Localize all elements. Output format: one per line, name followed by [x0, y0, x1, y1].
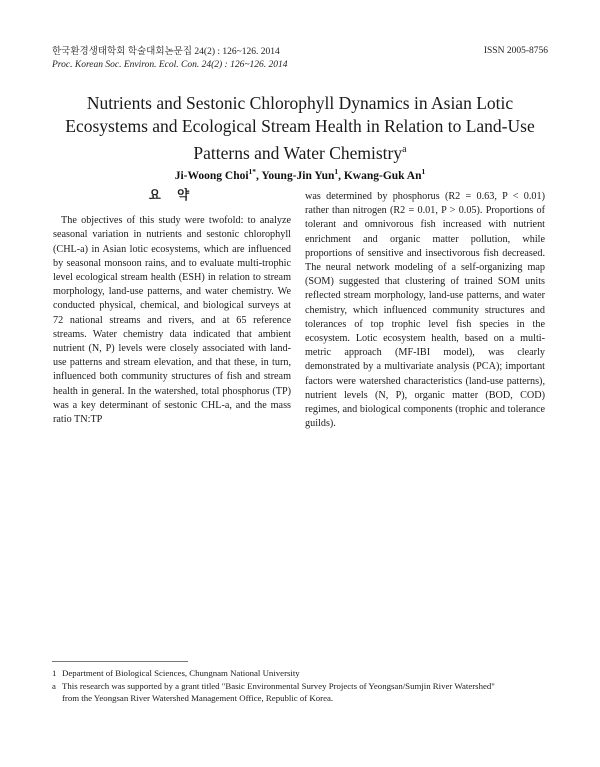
journal-header: [52, 46, 287, 72]
footnotes: [52, 667, 552, 705]
journal-citation-english: Proc. Korean Soc. Environ. Ecol. Con. 24(2) : 126~126. 2014: [52, 60, 288, 70]
paper-title-text: Nutrients and Sestonic Chlorophyll Dynamics in Asian Lotic Ecosystems and Ecological Stream Health in Relation to Land-Use Patterns and Water Chemistry: [65, 93, 535, 163]
issn: ISSN 2005-8756: [483, 46, 548, 56]
author-affiliation-mark: 1: [421, 167, 426, 176]
title-footnote-mark: a: [402, 144, 407, 155]
abstract-paragraph-right: was determined by phosphorus (R2 = 0.63, P < 0.01) rather than nitrogen (R2 = 0.01, P > 0.05). Proportions of tolerant and omnivorous fish increased with nutrient enrichment and organic matter pollution, while proportions of sensitive and insectivorous fish decreased. The neural network modeling of a self-organizing map (SOM) suggested that clustering of trained SOM units reflected stream morphology, land-use patterns, and water chemistry, which influenced community structures and tolerances of top trophic level fish species in the ecosystem. Lotic ecosystem health, based on a multi-metric approach (MF-IBI model), was clearly demonstrated by a multivariate analysis (PCA); important factors were watershed characteristics (land-use patterns), nutrient levels (N, P), organic matter (BOD, COD) regimes, and biological components (trophic and tolerance guilds).: [305, 191, 545, 430]
author-affiliation-mark: 1: [334, 167, 339, 176]
footnote-text: This research was supported by a grant titled "Basic Environmental Survey Projects of Yeongsan/Sumjin River Watershed": [62, 680, 495, 691]
footnote-text: Department of Biological Sciences, Chungnam National University: [62, 668, 300, 678]
paper-title: [60, 92, 540, 165]
abstract-column-left: [53, 188, 291, 427]
abstract-column-right: [305, 190, 545, 431]
abstract-heading: 요 약: [148, 187, 196, 202]
author-name: Kwang-Guk An: [343, 169, 422, 182]
author-name: Ji-Woong Choi: [174, 169, 249, 182]
abstract-paragraph-left: The objectives of this study were twofold: to analyze seasonal variation in nutrients and sestonic chlorophyll (CHL-a) in Asian lotic ecosystems, which are influenced by seasonal monsoon rains, and to evaluate multi-trophic level ecological stream health (ESH) in relation to stream morphology, land-use patterns, and water chemistry. We conducted physical, chemical, and biological surveys at 72 national streams and rivers, and at 65 reference streams. Water chemistry data indicated that ambient nutrient (N, P) levels were closely associated with land-use patterns and stream elevation, and that these, in turn, influenced both community structures of fish and stream health in general. In the watershed, total phosphorus (TP) was a key determinant of sestonic CHL-a, and the mass ratio TN:TP: [53, 215, 291, 426]
footnote-mark: a: [52, 680, 56, 691]
footnote-funding: [52, 680, 552, 693]
journal-citation-korean: 한국환경생태학회 학술대회논문집 24(2) : 126~126. 2014: [52, 47, 280, 57]
footnote-funding-continued: from the Yeongsan River Watershed Management Office, Republic of Korea.: [62, 693, 334, 703]
author-name: Young-Jin Yun: [261, 169, 335, 182]
footnote-affiliation: [52, 667, 552, 680]
author-affiliation-mark: 1*: [248, 167, 257, 176]
author-list: Ji-Woong Choi$^{1*}$, Young-Jin Yun$^1$, Kwang-Guk An$^1$: [174, 167, 426, 182]
footnote-divider: [52, 661, 188, 662]
footnote-mark: 1: [52, 668, 57, 678]
